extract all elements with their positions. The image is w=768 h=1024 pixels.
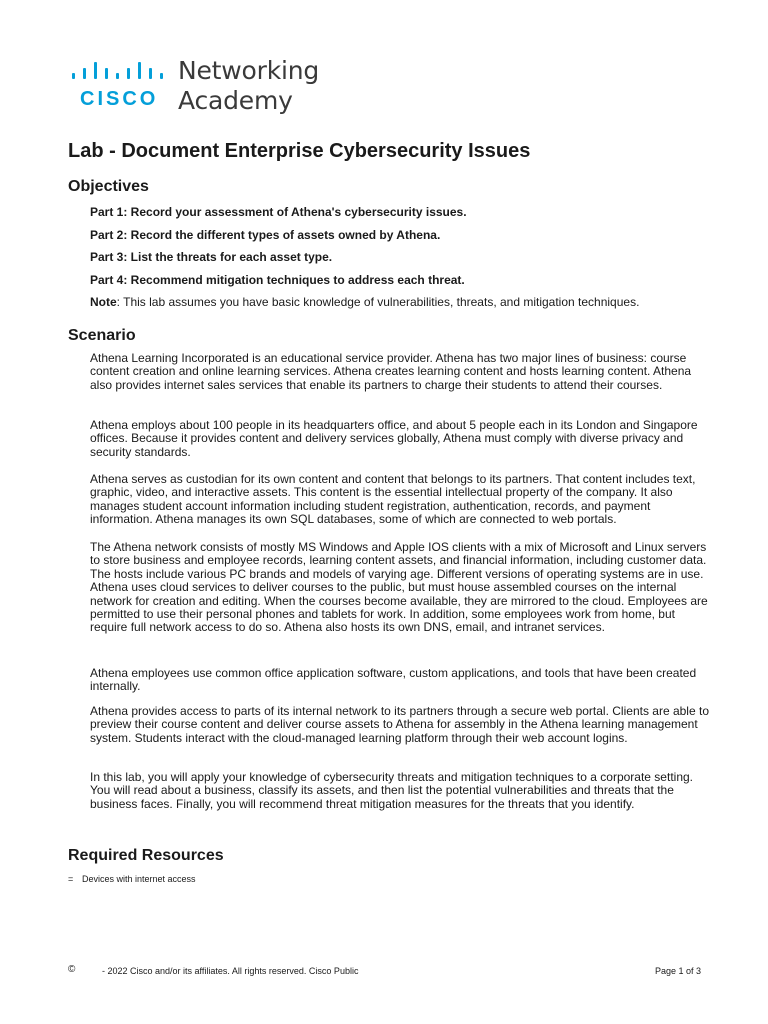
cisco-wordmark: CISCO xyxy=(80,88,159,110)
objectives-heading: Objectives xyxy=(68,178,149,195)
footer-copyright-text: - 2022 Cisco and/or its affiliates. All rights reserved. Cisco Public xyxy=(102,966,359,976)
bullet-icon: = xyxy=(68,874,74,884)
note-label: Note xyxy=(90,295,117,309)
logo-academy-text: Academy xyxy=(178,86,293,115)
scenario-paragraph: Athena employees use common office application software, custom applications, and tools that have been created internally. xyxy=(90,666,697,694)
objectives-note xyxy=(90,295,639,310)
objective-item: Part 4: Recommend mitigation techniques to address each threat. xyxy=(90,273,465,287)
copyright-symbol: © xyxy=(68,964,76,975)
objective-item: Part 1: Record your assessment of Athena's cybersecurity issues. xyxy=(90,205,467,219)
scenario-paragraph: Athena serves as custodian for its own content and content that belongs to its partners. That content includes text, graphic, video, and interactive assets. This content is the essential intellectual property of the company. It also manages student account information including student registration, authentication, records, and payment information. Athena manages its own SQL databases, some of which are connected to web portals. xyxy=(90,472,696,527)
note-text: : This lab assumes you have basic knowledge of vulnerabilities, threats, and mitigation techniques. xyxy=(116,295,640,309)
cisco-bars-icon xyxy=(72,61,168,79)
resource-list-item xyxy=(68,873,196,885)
objective-item: Part 3: List the threats for each asset type. xyxy=(90,250,333,264)
objective-item: Part 2: Record the different types of assets owned by Athena. xyxy=(90,228,441,242)
scenario-paragraph: Athena provides access to parts of its internal network to its partners through a secure web portal. Clients are able to preview their course content and deliver course assets to Athena for assembly in the Athena learning management system. Students interact with the cloud-managed learning platform through their web account logins. xyxy=(90,704,709,745)
scenario-heading: Scenario xyxy=(68,327,136,344)
required-resources-heading: Required Resources xyxy=(68,847,224,864)
scenario-paragraph: Athena Learning Incorporated is an educational service provider. Athena has two major lines of business: course content creation and online learning services. Athena creates learning content and hosts learning content. Athena also provides internet sales services that enable its partners to charge their students to attend their courses. xyxy=(90,351,692,392)
page-number: Page 1 of 3 xyxy=(654,966,701,976)
page-title: Lab - Document Enterprise Cybersecurity Issues xyxy=(68,140,531,162)
resource-item-text: Devices with internet access xyxy=(82,874,196,884)
cisco-networking-academy-logo xyxy=(72,57,332,117)
logo-networking-text: Networking xyxy=(178,56,320,85)
scenario-paragraph: Athena employs about 100 people in its headquarters office, and about 5 people each in its London and Singapore offices. Because it provides content and delivery services globally, Athena must comply with diverse privacy and security standards. xyxy=(90,418,698,459)
scenario-paragraph: The Athena network consists of mostly MS Windows and Apple IOS clients with a mix of Microsoft and Linux servers to store business and employee records, learning content assets, and financial information, including customer data. The hosts include various PC brands and models of varying age. Different versions of operating systems are in use. Athena uses cloud services to deliver courses to the public, but must house assembled courses on the internal network for creation and editing. When the courses become available, they are mirrored to the cloud. Employees are permitted to use their personal phones and tablets for work. In addition, some employees work from home, but require full network access to do so. Athena also hosts its own DNS, email, and intranet services. xyxy=(90,540,708,635)
scenario-paragraph: In this lab, you will apply your knowledge of cybersecurity threats and mitigation techniques to a corporate setting. You will read about a business, classify its assets, and then list the potential vulnerabilities and threats that the business faces. Finally, you will recommend threat mitigation measures for the threats that you identify. xyxy=(90,770,693,811)
